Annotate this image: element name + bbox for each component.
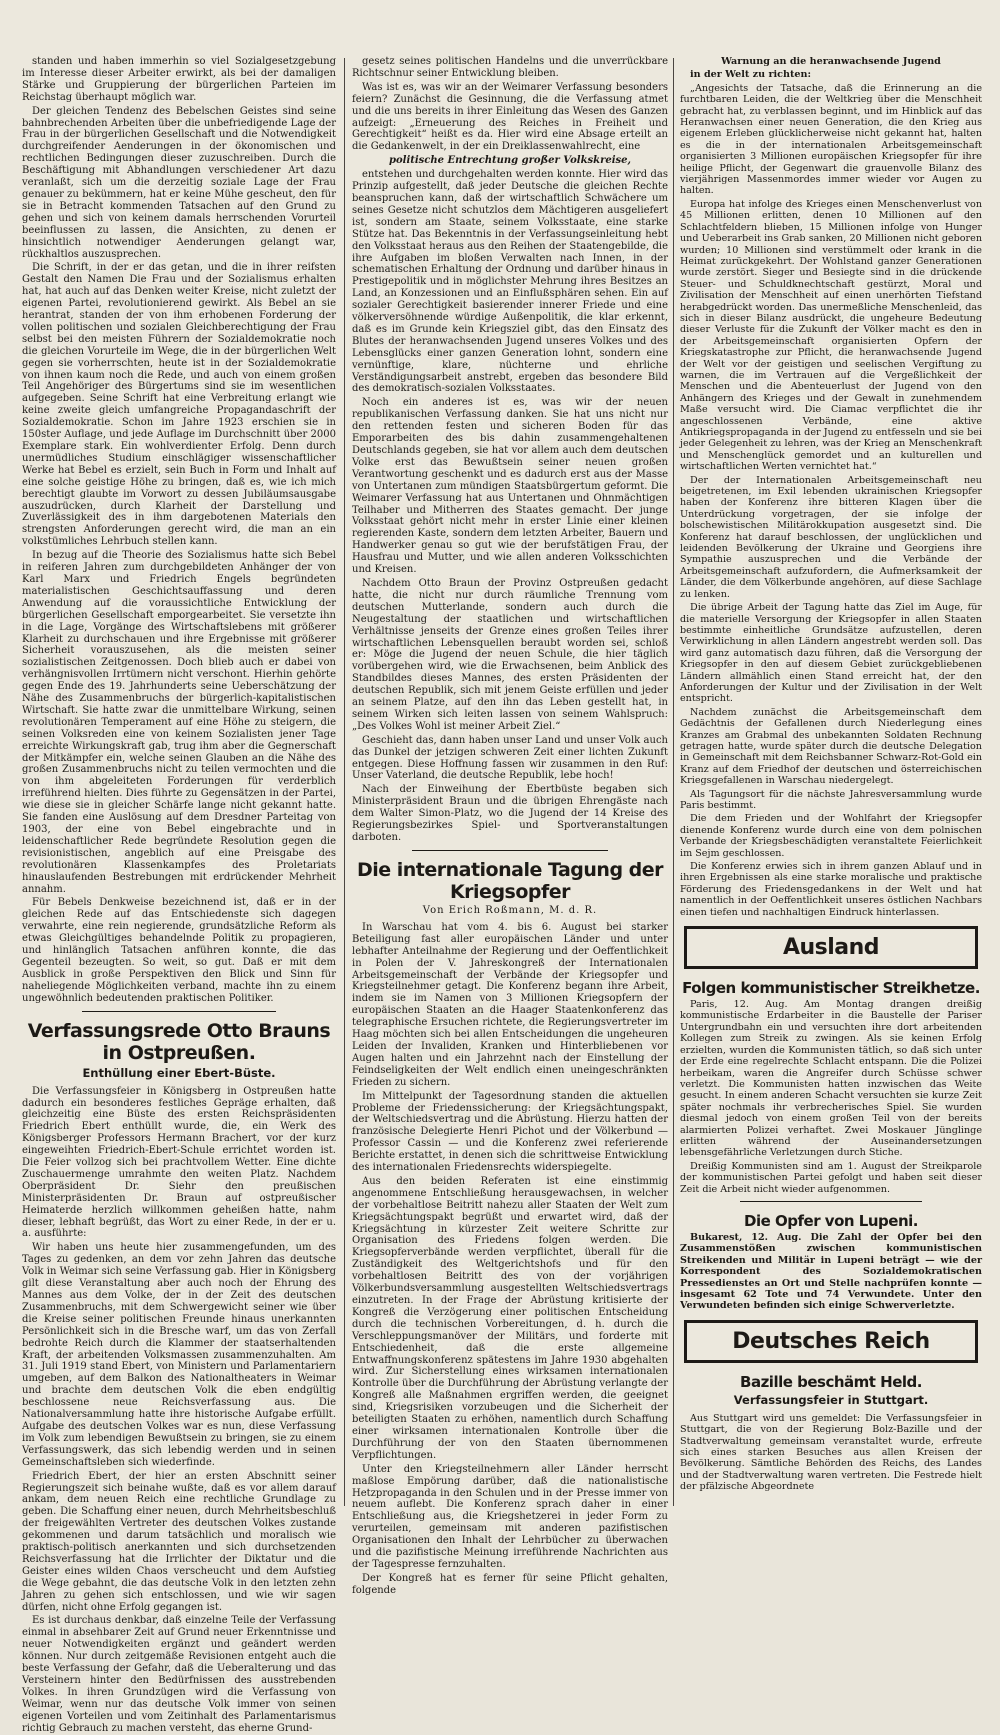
article-paragraph: Dreißig Kommunisten sind am 1. August der Streikparole der kommunistischen Partei gefolgt und haben seit dieser Zeit die Arbeit nicht wieder aufgenommen. (680, 1160, 982, 1195)
column-rule-2 (673, 58, 674, 1506)
article-paragraph: Paris, 12. Aug. Am Montag drangen dreißig kommunistische Erdarbeiter in die Baustelle der Pariser Untergrundbahn ein und versuchten ihre dort arbeitenden Kollegen zum Streik zu zwingen. Als sie keinen Erfolg erzielten, wurden die Kommunisten tätlich, so daß sich unter der Erde eine regelrechte Schlacht entspann. Die die Polizei herbeikam, waren die Angreifer durch Schüsse schwer verletzt. Die Kommunisten hatten inzwischen das Weite gesucht. In einem anderen Schacht versuchten sie kurze Zeit später nochmals ihr verbrecherisches Spiel. Sie wurden diesmal jedoch von einem großen Teil von der bereits alarmierten Polizei verhaftet. Zwei Moskauer Jünglinge erlitten während der Auseinandersetzungen lebensgefährliche Verletzungen durch Stiche. (680, 999, 982, 1159)
article-paragraph: Was ist es, was wir an der Weimarer Verfassung besonders feiern? Zunächst die Gesinnung, die die Verfassung atmet und die uns bereits in ihrer Einleitung das Wesen des Ganzen aufzeigt: „Erneuerung des Reiches in Freiheit und Gerechtigkeit“ heißt es da. Hier wird eine Absage erteilt an die Gedankenwelt, in der ein Dreiklassenwahlrecht, eine (352, 81, 668, 153)
article-paragraph: Wir haben uns heute hier zusammengefunden, um des Tages zu gedenken, an dem vor zehn Jahren das deutsche Volk in Weimar sich seine Verfassung gab. Hier in Königsberg gilt diese Veranstaltung aber auch noch der Ehrung des Mannes aus dem Volke, der in der Zeit des deutschen Zusammenbruchs, mit dem Schwergewicht seiner wie über die Kreise seiner politischen Freunde hinaus unerkannten Persönlichkeit sich in die Bresche warf, um das von Zerfall bedrohte Reich durch die Klammer der staatserhaltenden Kraft, der arbeitenden Volksmassen zusammenzuhalten. Am 31. Juli 1919 stand Ebert, von Ministern und Parlamentariern umgeben, auf dem Balkon des Nationaltheaters in Weimar und brachte dem deutschen Volk die eben endgültig beschlossene neue Reichsverfassung aus. Die Nationalversammlung hatte ihre historische Aufgabe erfüllt. Aufgabe des deutschen Volkes war es nun, diese Verfassung im Volk zum lebendigen Bewußtsein zu bringen, sie zu einem Verfassungswerk, das sich lebendig werden und in seinen Gemeinschaftsleben sich wiederfinde. (22, 1242, 336, 1468)
article-paragraph: „Angesichts der Tatsache, daß die Erinnerung an die furchtbaren Leiden, die der Weltkrieg über die Menschheit gebracht hat, zu verblassen beginnt, und im Hinblick auf das Heranwachsen einer neuen Generation, die den Krieg aus eigenem Erleben glücklicherweise nicht gekannt hat, halten es die in der internationalen Arbeitsgemeinschaft organisierten 3 Millionen europäischen Kriegsopfer für ihre heilige Pflicht, der Gegenwart die grauenvolle Bilanz des vierjährigen Massenmordes immer wieder vor Augen zu halten. (680, 82, 982, 197)
headline-bazille: Bazille beschämt Held. (740, 1372, 922, 1391)
article-paragraph: Bukarest, 12. Aug. Die Zahl der Opfer bei den Zusammenstößen zwischen kommunistischen Streikenden und Militär in Lupeni beträgt — wie der Korrespondent des Sozialdemokratischen Pressedienstes an Ort und Stelle nachprüfen konnte — insgesamt 62 Tote und 74 Verwundete. Unter den Verwundeten befinden sich einige Schwerverletzte. (680, 1231, 982, 1312)
article-paragraph: Die Verfassungsfeier in Königsberg in Ostpreußen hatte dadurch ein besonderes festliches Gepräge erhalten, daß gleichzeitig eine Büste des ersten Reichspräsidenten Friedrich Ebert enthüllt wurde, die, ein Werk des Königsberger Professors Hermann Brachert, vor der kurz eingeweihten Friedrich-Ebert-Schule errichtet worden ist. Die Feier vollzog sich bei prachtvollem Wetter. Eine dichte Zuschauermenge umrahmte den weiten Platz. Nachdem Oberpräsident Dr. Siehr den preußischen Ministerpräsidenten Dr. Braun auf ostpreußischer Heimaterde herzlich willkommen geheißen hatte, nahm dieser, lebhaft begrüßt, das Wort zu einer Rede, in der er u. a. ausführte: (22, 1085, 336, 1240)
article-paragraph: Nachdem zunächst die Arbeitsgemeinschaft dem Gedächtnis der Gefallenen durch Niederlegung eines Kranzes am Grabmal des unbekannten Soldaten Rechnung getragen hatte, wurde später durch die deutsche Delegation in Gemeinschaft mit dem Reichsbanner Schwarz-Rot-Gold ein Kranz auf dem Friedhof der deutschen und österreichischen Kriegsgefallenen in Warschau niedergelegt. (680, 706, 982, 787)
article-paragraph: Als Tagungsort für die nächste Jahresversammlung wurde Paris bestimmt. (680, 788, 982, 811)
article-paragraph: gesetz seines politischen Handelns und die unverrückbare Richtschnur seiner Entwicklung bleiben. (352, 56, 668, 79)
emphasis-line: politische Entrechtung großer Volkskreise, (389, 155, 631, 167)
column-3 (680, 56, 982, 1510)
article-paragraph: Der der Internationalen Arbeitsgemeinschaft neu beigetretenen, im Exil lebenden ukrainischen Kriegsopfer haben der Konferenz ihre bitteren Klagen über die Unterdrückung vorgetragen, der sie infolge der bolschewistischen Militärokkupation ausgesetzt sind. Die Konferenz hat darauf beschlossen, der unglücklichen und leidenden Bevölkerung der Ukraine und Georgiens ihre Sympathie auszusprechen und die Verbände der Arbeitsgemeinschaft aufzufordern, die Aufmerksamkeit der Länder, die dem Völkerbunde angehören, auf diese Sachlage zu lenken. (680, 474, 982, 600)
column-1 (22, 56, 336, 1734)
article-paragraph: Die Schrift, in der er das getan, und die in ihrer reifsten Gestalt den Namen Die Frau und der Sozialismus erhalten hat, hat auch auf das Denken weiter Kreise, nicht zuletzt der eigenen Partei, revolutionierend gewirkt. Als Bebel an sie herantrat, standen der von ihm erhobenen Forderung der vollen politischen und sozialen Gleichberechtigung der Frau selbst bei den meisten Führern der Sozialdemokratie noch die gleichen Vorurteile im Wege, die in der bürgerlichen Welt gegen sie vorherrschten, heute ist in der Sozialdemokratie von ihnen kaum noch die Rede, und auch von einem großen Teil Angehöriger des Bürgertums sind sie im wesentlichen aufgegeben. Seine Schrift hat eine Verbreitung erlangt wie keine zweite gleich umfangreiche Propagandaschrift der Sozialdemokratie. Schon im Jahre 1923 erschien sie in 150ster Auflage, und jede Auflage im Durchschnitt über 2000 Exemplare stark. Ein wohlverdienter Erfolg. Denn durch unermüdliches Studium einschlägiger wissenschaftlicher Werke hat Bebel es erzielt, sein Buch in Form und Inhalt auf eine solche geistige Höhe zu bringen, daß es, wie ich mich berechtigt glaubte im Vorwort zu dessen Jubiläumsausgabe auszudrücken, durch Klarheit der Darstellung und Zuverlässigkeit des in ihm dargebotenen Materials den strengsten Anforderungen gerecht wird, die man an ein volkstümliches Lehrbuch stellen kann. (22, 262, 336, 548)
warning-subtitle: in der Welt zu richten: (690, 69, 812, 81)
headline-verfassungsrede: Verfassungsrede Otto Brauns in Ostpreußen. (27, 1019, 331, 1064)
subheadline-ebert-bueste: Enthüllung einer Ebert-Büste. (82, 1065, 276, 1080)
divider (82, 1011, 276, 1012)
divider (412, 850, 608, 851)
article-paragraph: Unter den Kriegsteilnehmern aller Länder herrscht maßlose Empörung darüber, daß die nationalistische Hetzpropaganda in den Schulen und in der Presse immer von neuem auflebt. Die Konferenz sprach daher in einer Entschließung aus, die Kriegshetzerei in jeder Form zu verurteilen, gemeinsam mit anderen pazifistischen Organisationen den Inhalt der Lehrbücher zu überwachen und die pazifistische Meinung irreführende Nachrichten aus der Tagespresse fernzuhalten. (352, 1463, 668, 1570)
article-paragraph: Die übrige Arbeit der Tagung hatte das Ziel im Auge, für die materielle Versorgung der Kriegsopfer in allen Staaten bestimmte einheitliche Grundsätze aufzustellen, deren Verwirklichung in allen Ländern angestrebt werden soll. Das wird ganz automatisch dazu führen, daß die Versorgung der Kriegsopfer in den auf diesem Gebiet zurückgebliebenen Ländern allmählich einen Stand erreicht hat, der den Anforderungen der Kultur und der Zivilisation in der Welt entspricht. (680, 602, 982, 705)
section-header-deutsches-reich: Deutsches Reich (684, 1320, 978, 1363)
headline-kriegsopfer-tagung: Die internationale Tagung der Kriegsopfer (356, 858, 664, 903)
article-paragraph: Im Mittelpunkt der Tagesordnung standen die aktuellen Probleme der Friedenssicherung: der Kriegsächtungspakt, der Weltschiedsvertrag und die Abrüstung. Hierzu hatten der französische Delegierte Henri Pichot und der Völkerbund — Professor Cassin — und die Konferenz zwei referierende Berichte erstattet, in denen sich die schrittweise Entwicklung des internationalen Friedensrechts widerspiegelte. (352, 1090, 668, 1174)
subheadline-stuttgart: Verfassungsfeier in Stuttgart. (733, 1392, 929, 1407)
article-paragraph: Die Konferenz erwies sich in ihrem ganzen Ablauf und in ihren Ergebnissen als eine starke moralische und praktische Förderung des Friedensgedankens in der Welt und hat namentlich in der Oeffentlichkeit unseres östlichen Nachbars einen tiefen und nachhaltigen Eindruck hinterlassen. (680, 861, 982, 918)
article-paragraph: In bezug auf die Theorie des Sozialismus hatte sich Bebel in reiferen Jahren zum durchgebildeten Anhänger der von Karl Marx und Friedrich Engels begründeten materialistischen Geschichtsauffassung und deren Anwendung auf die voraussichtliche Entwicklung der bürgerlichen Gesellschaft emporgearbeitet. Sie versetzte ihn in die Lage, Vorgänge des Wirtschaftslebens mit größerer Klarheit zu durchschauen und ihre Ergebnisse mit größerer Sicherheit vorauszusehen, als die meisten seiner sozialistischen Zeitgenossen. Doch blieb auch er dabei von verhängnisvollen Irrtümern nicht verschont. Hierhin gehörte gegen Ende des 19. Jahrhunderts seine Ueberschätzung der Nähe des Zusammenbruchs der bürgerlich-kapitalistischen Wirtschaft. Sie hatte zwar die unmittelbare Wirkung, seinen revolutionären Temperament auf eine Höhe zu steigern, die seinen Volksreden eine von keinem Sozialisten jener Tage erreichte Wirkungskraft gab, trug ihm aber die Gegnerschaft der Mitkämpfer ein, welche seinen Glauben an die Nähe des großen Zusammenbruchs nicht zu teilen vermochten und die von ihm abgeleiteten Forderungen für verderblich irreführend hielten. Dies führte zu Gegensätzen in der Partei, wie diese sie in gleicher Schärfe lange nicht gekannt hatte. Sie fanden eine Auslösung auf dem Dresdner Parteitag von 1903, der eine von Bebel eingebrachte und in leidenschaftlicher Rede begründete Resolution gegen die revisionistischen, angeblich auf eine Preisgabe des revolutionären Klassenkampfes des Proletariats hinauslaufenden Bestrebungen mit erdrückender Mehrheit annahm. (22, 550, 336, 895)
byline: Von Erich Roßmann, M. d. R. (422, 904, 598, 916)
divider (740, 1201, 922, 1202)
article-paragraph: Aus Stuttgart wird uns gemeldet: Die Verfassungsfeier in Stuttgart, die von der Regierung Bolz-Bazille und der Stadtverwaltung gemeinsam veranstaltet wurde, erfreute sich eines starken Besuches aus allen Kreisen der Bevölkerung. Sämtliche Behörden des Reichs, des Landes und der Stadtverwaltung waren vertreten. Die Festrede hielt der pfälzische Abgeordnete (680, 1412, 982, 1493)
column-2 (352, 56, 668, 1596)
article-paragraph: Nach der Einweihung der Ebertbüste begaben sich Ministerpräsident Braun und die übrigen Ehrengäste nach dem Walter Simon-Platz, wo die Jugend der 14 Kreise des Regierungsbezirkes Spiel- und Sportveranstaltungen darboten. (352, 784, 668, 843)
warning-title: Warnung an die heranwachsende Jugend (721, 56, 941, 67)
headline-streikhetze: Folgen kommunistischer Streikhetze. (682, 979, 980, 998)
section-header-ausland: Ausland (684, 926, 978, 969)
article-paragraph: Europa hat infolge des Krieges einen Menschenverlust von 45 Millionen erlitten, denen 10 Millionen auf den Schlachtfeldern blieben, 15 Millionen infolge von Hunger und Ueberarbeit ins Grab sanken, 20 Millionen nicht geboren wurden; 10 Millionen sind verstümmelt oder krank in die Heimat zurückgekehrt. Der Wohlstand ganzer Generationen wurde zerstört. Sieger und Besiegte sind in die drückende Steuer- und Schuldknechtschaft gestürzt, Moral und Zivilisation der Menschheit auf einen unerhörten Tiefstand herabgedrückt worden. Das unermeßliche Menschenleid, das sich in dieser Bilanz ausdrückt, die ungeheure Bedeutung dieser Verluste für die Zukunft der Völker macht es den in der Arbeitsgemeinschaft organisierten Opfern der Kriegskatastrophe zur Pflicht, die heranwachsende Jugend der Welt vor der geistigen und seelischen Vergiftung zu warnen, die im Vertrauen auf die Vergeßlichkeit der Menschen und die Abenteuerlust der Jugend von den Anhängern des Krieges und der Gewalt in zunehmendem Maße versucht wird. Die Ciamac verpflichtet die ihr angeschlossenen Verbände, eine aktive Antikriegspropaganda in der Jugend zu entfesseln und sie bei jeder Gelegenheit zu lehren, was der Krieg an Menschenkraft und Menschenglück gemordet und an kulturellen und wirtschaftlichen Werten vernichtet hat.“ (680, 198, 982, 473)
article-paragraph: Noch ein anderes ist es, was wir der neuen republikanischen Verfassung danken. Sie hat uns nicht nur den rettenden festen und sicheren Boden für das Emporarbeiten des bis dahin zusammengehaltenen Deutschlands gegeben, sie hat vor allem auch dem deutschen Volke erst das Bewußtsein seiner neuen großen Verantwortung geschenkt und es dadurch erst aus der Masse von Untertanen zum mündigen Staatsbürgertum geformt. Die Weimarer Verfassung hat aus Untertanen und Ohnmächtigen Teilhaber und Mitherren des Staates gemacht. Der junge Volksstaat gehört nicht mehr in erster Linie einer kleinen regierenden Kaste, sondern dem letzten Arbeiter, Bauern und Handwerker genau so gut wie der berufstätigen Frau, der Hausfrau und Mutter, und wie allen anderen Volksschichten und Kreisen. (352, 397, 668, 576)
article-paragraph: entstehen und durchgehalten werden konnte. Hier wird das Prinzip aufgestellt, daß jeder Deutsche die gleichen Rechte beanspruchen kann, daß der wirtschaftlich Schwächere um seines Gesetze nicht schutzlos dem Mächtigeren ausgeliefert ist, sondern am Staate, seinem Volksstaate, eine starke Stütze hat. Das Bekenntnis in der Verfassungseinleitung hebt den Volksstaat heraus aus den Reihen der Staatengebilde, die ihre Aufgaben im bloßen Verwalten nach Innen, in der schematischen Erhaltung der Ordnung und darüber hinaus in Prestigepolitik und in möglichster Mehrung ihres Besitzes an Land, an Konzessionen und an Einflußsphären sehen. Ein auf sozialer Gerechtigkeit basierender innerer Friede und eine völkerversöhnende würdige Außenpolitik, die klar erkennt, daß es im Grunde kein Kriegsziel gibt, das den Einsatz des Blutes der heranwachsenden Jugend unseres Volkes und des Lebensglücks einer ganzen Generation lohnt, sondern eine vernünftige, klare, nüchterne und ehrliche Verständigungsarbeit anstrebt, ergeben das besondere Bild des demokratisch-sozialen Volksstaates. (352, 169, 668, 395)
article-paragraph: standen und haben immerhin so viel Sozialgesetzgebung im Interesse dieser Arbeiter erwirkt, als bei der damaligen Stärke und Gruppierung der bürgerlichen Parteien im Reichstag überhaupt möglich war. (22, 56, 336, 103)
article-paragraph: Der gleichen Tendenz des Bebelschen Geistes sind seine bahnbrechenden Arbeiten über die unbefriedigende Lage der Frau in der bürgerlichen Gesellschaft und die Notwendigkeit durchgreifender Aenderungen in der ökonomischen und rechtlichen Bedingungen dieser zuzuschreiben. Durch die Beschäftigung mit Abhandlungen verschiedener Art dazu veranlaßt, sich um die derzeitig soziale Lage der Frau genauer zu bekümmern, hat er keine Mühe gescheut, den für sie in Betracht kommenden Tatsachen auf den Grund zu gehen und sich von keinem damals herrschenden Vorurteil beeinflussen zu lassen, die Ansichten, zu denen er hinsichtlich notwendiger Aenderungen gelangt war, rückhaltlos auszusprechen. (22, 105, 336, 260)
article-paragraph: Nachdem Otto Braun der Provinz Ostpreußen gedacht hatte, die nicht nur durch räumliche Trennung vom deutschen Mutterlande, sondern auch durch die Neugestaltung der staatlichen und wirtschaftlichen Verhältnisse jenseits der Grenze eines großen Teiles ihrer wirtschaftlichen Lebensquellen beraubt worden sei, schloß er: Möge die Jugend der neuen Schule, die hier täglich vorübergehen wird, wie die Erwachsenen, beim Anblick des Standbildes dieses Mannes, des ersten Präsidenten der deutschen Republik, sich mit jenem Geiste erfüllen und jeder an seinem Platze, auf den ihn das Leben gestellt hat, in seinem Wirken sich leiten lassen von seinem Wahlspruch: „Des Volkes Wohl ist meiner Arbeit Ziel.“ (352, 577, 668, 732)
article-paragraph: Der Kongreß hat es ferner für seine Pflicht gehalten, folgende (352, 1572, 668, 1596)
article-paragraph: Es ist durchaus denkbar, daß einzelne Teile der Verfassung einmal in absehbarer Zeit auf Grund neuer Erkenntnisse und neuer Notwendigkeiten ergänzt und geändert werden können. Nur durch zeitgemäße Revisionen entgeht auch die beste Verfassung der Gefahr, daß die Ueberalterung und das Versteinern hinter den Bedürfnissen des ausstrebenden Volkes. In ihren Grundzügen wird die Verfassung von Weimar, wenn nur das deutsche Volk immer von seinen eigenen Vorteilen und vom Zeitinhalt des Parlamentarismus richtig Gebrauch zu machen versteht, das eherne Grund- (22, 1615, 336, 1734)
article-paragraph: Aus den beiden Referaten ist eine einstimmig angenommene Entschließung herausgewachsen, in welcher der vorbehaltlose Beitritt nahezu aller Staaten der Welt zum Kriegsächtungspakt begrüßt und erwartet wird, daß der Kriegsächtung in kürzester Zeit weitere Schritte zur Organisation des Friedens folgen werden. Die Kriegsopferverbände werden verpflichtet, überall für die Zuständigkeit des Weltgerichtshofs und für den vorbehaltlosen Beitritt des von der vorjährigen Völkerbundsversammlung ausgestellten Weltschiedsvertrags einzutreten. In der Frage der Abrüstung kritisierte der Kongreß die Verzögerung einer politischen Entscheidung durch die technischen Vorbereitungen, d. h. durch die Verschleppungsmanöver der Militärs, und forderte mit Entschiedenheit, daß die erste allgemeine Entwaffnungskonferenz spätestens im Jahre 1930 abgehalten wird. Zur Sicherstellung eines wirksamen internationalen Kontrolle über die Durchführung der Abrüstung verlangte der Kongreß alle Maßnahmen ergriffen werden, die geeignet sind, Kriegsrisiken vorzubeugen und die Sicherheit der beteiligten Staaten zu erhöhen, namentlich durch Schaffung einer wirksamen internationalen Kontrolle über die Durchführung der von den Staaten übernommenen Verpflichtungen. (352, 1175, 668, 1461)
article-paragraph: Friedrich Ebert, der hier an ersten Abschnitt seiner Regierungszeit sich beinahe wußte, daß es vor allem darauf ankam, dem neuen Reich eine rechtliche Grundlage zu geben. Die Schaffung einer neuen, durch Mehrheitsbeschluß der freigewählten Vertreter des deutschen Volkes zustande gekommenen und darum tatsächlich und moralisch wie praktisch-politisch anerkannten und sich durchsetzenden Reichsverfassung hat die Irrlichter der Diktatur und die Geister eines wilden Chaos verscheucht und dem Aufstieg die Wege gebahnt, die das deutsche Volk in den letzten zehn Jahren zu gehen sich entschlossen, und wie wir sagen dürfen, nicht ohne Erfolg gegangen ist. (22, 1470, 336, 1613)
article-paragraph: Die dem Frieden und der Wohlfahrt der Kriegsopfer dienende Konferenz wurde durch eine von dem polnischen Verbande der Kriegsbeschädigten veranstaltete Feierlichkeit im Sejm geschlossen. (680, 813, 982, 859)
article-paragraph: Geschieht das, dann haben unser Land und unser Volk auch das Dunkel der jetzigen schweren Zeit einer lichten Zukunft entgegen. Diese Hoffnung fassen wir zusammen in den Ruf: Unser Vaterland, die deutsche Republik, lebe hoch! (352, 734, 668, 782)
column-rule-1 (344, 58, 345, 1506)
article-paragraph: In Warschau hat vom 4. bis 6. August bei starker Beteiligung fast aller europäischen Länder und unter lebhafter Anteilnahme der Regierung und der Oeffentlichkeit in Polen der V. Jahreskongreß der Internationalen Arbeitsgemeinschaft der Verbände der Kriegsopfer und Kriegsteilnehmer getagt. Die Konferenz begann ihre Arbeit, indem sie im Namen von 3 Millionen Kriegsopfern der europäischen Staaten an die Haager Staatenkonferenz das telegraphische Ersuchen richtete, die Regierungsvertreter im Haag möchten sich bei allen Entscheidungen die ungeheuren Leiden der Invaliden, Kranken und Hinterbliebenen vor Augen halten und ein Jahrzehnt nach der Einstellung der Feindseligkeiten der Welt endlich einen uneingeschränkten Frieden zu sichern. (352, 921, 668, 1088)
article-paragraph: Für Bebels Denkweise bezeichnend ist, daß er in der gleichen Rede auf das Entschiedenste sich dagegen verwahrte, eine rein negierende, grundsätzliche Reform als etwas Gleichgültiges behandelnde Politik zu propagieren, und hinlänglich Tatsachen anführen konnte, die das Gegenteil bezeugten. So weit, so gut. Daß er mit dem Ausblick in große Perspektiven den Blick und Sinn für naheliegende Möglichkeiten verband, machte ihn zu einem ungewöhnlich bedeutenden praktischen Politiker. (22, 897, 336, 1004)
headline-lupeni: Die Opfer von Lupeni. (744, 1211, 918, 1230)
